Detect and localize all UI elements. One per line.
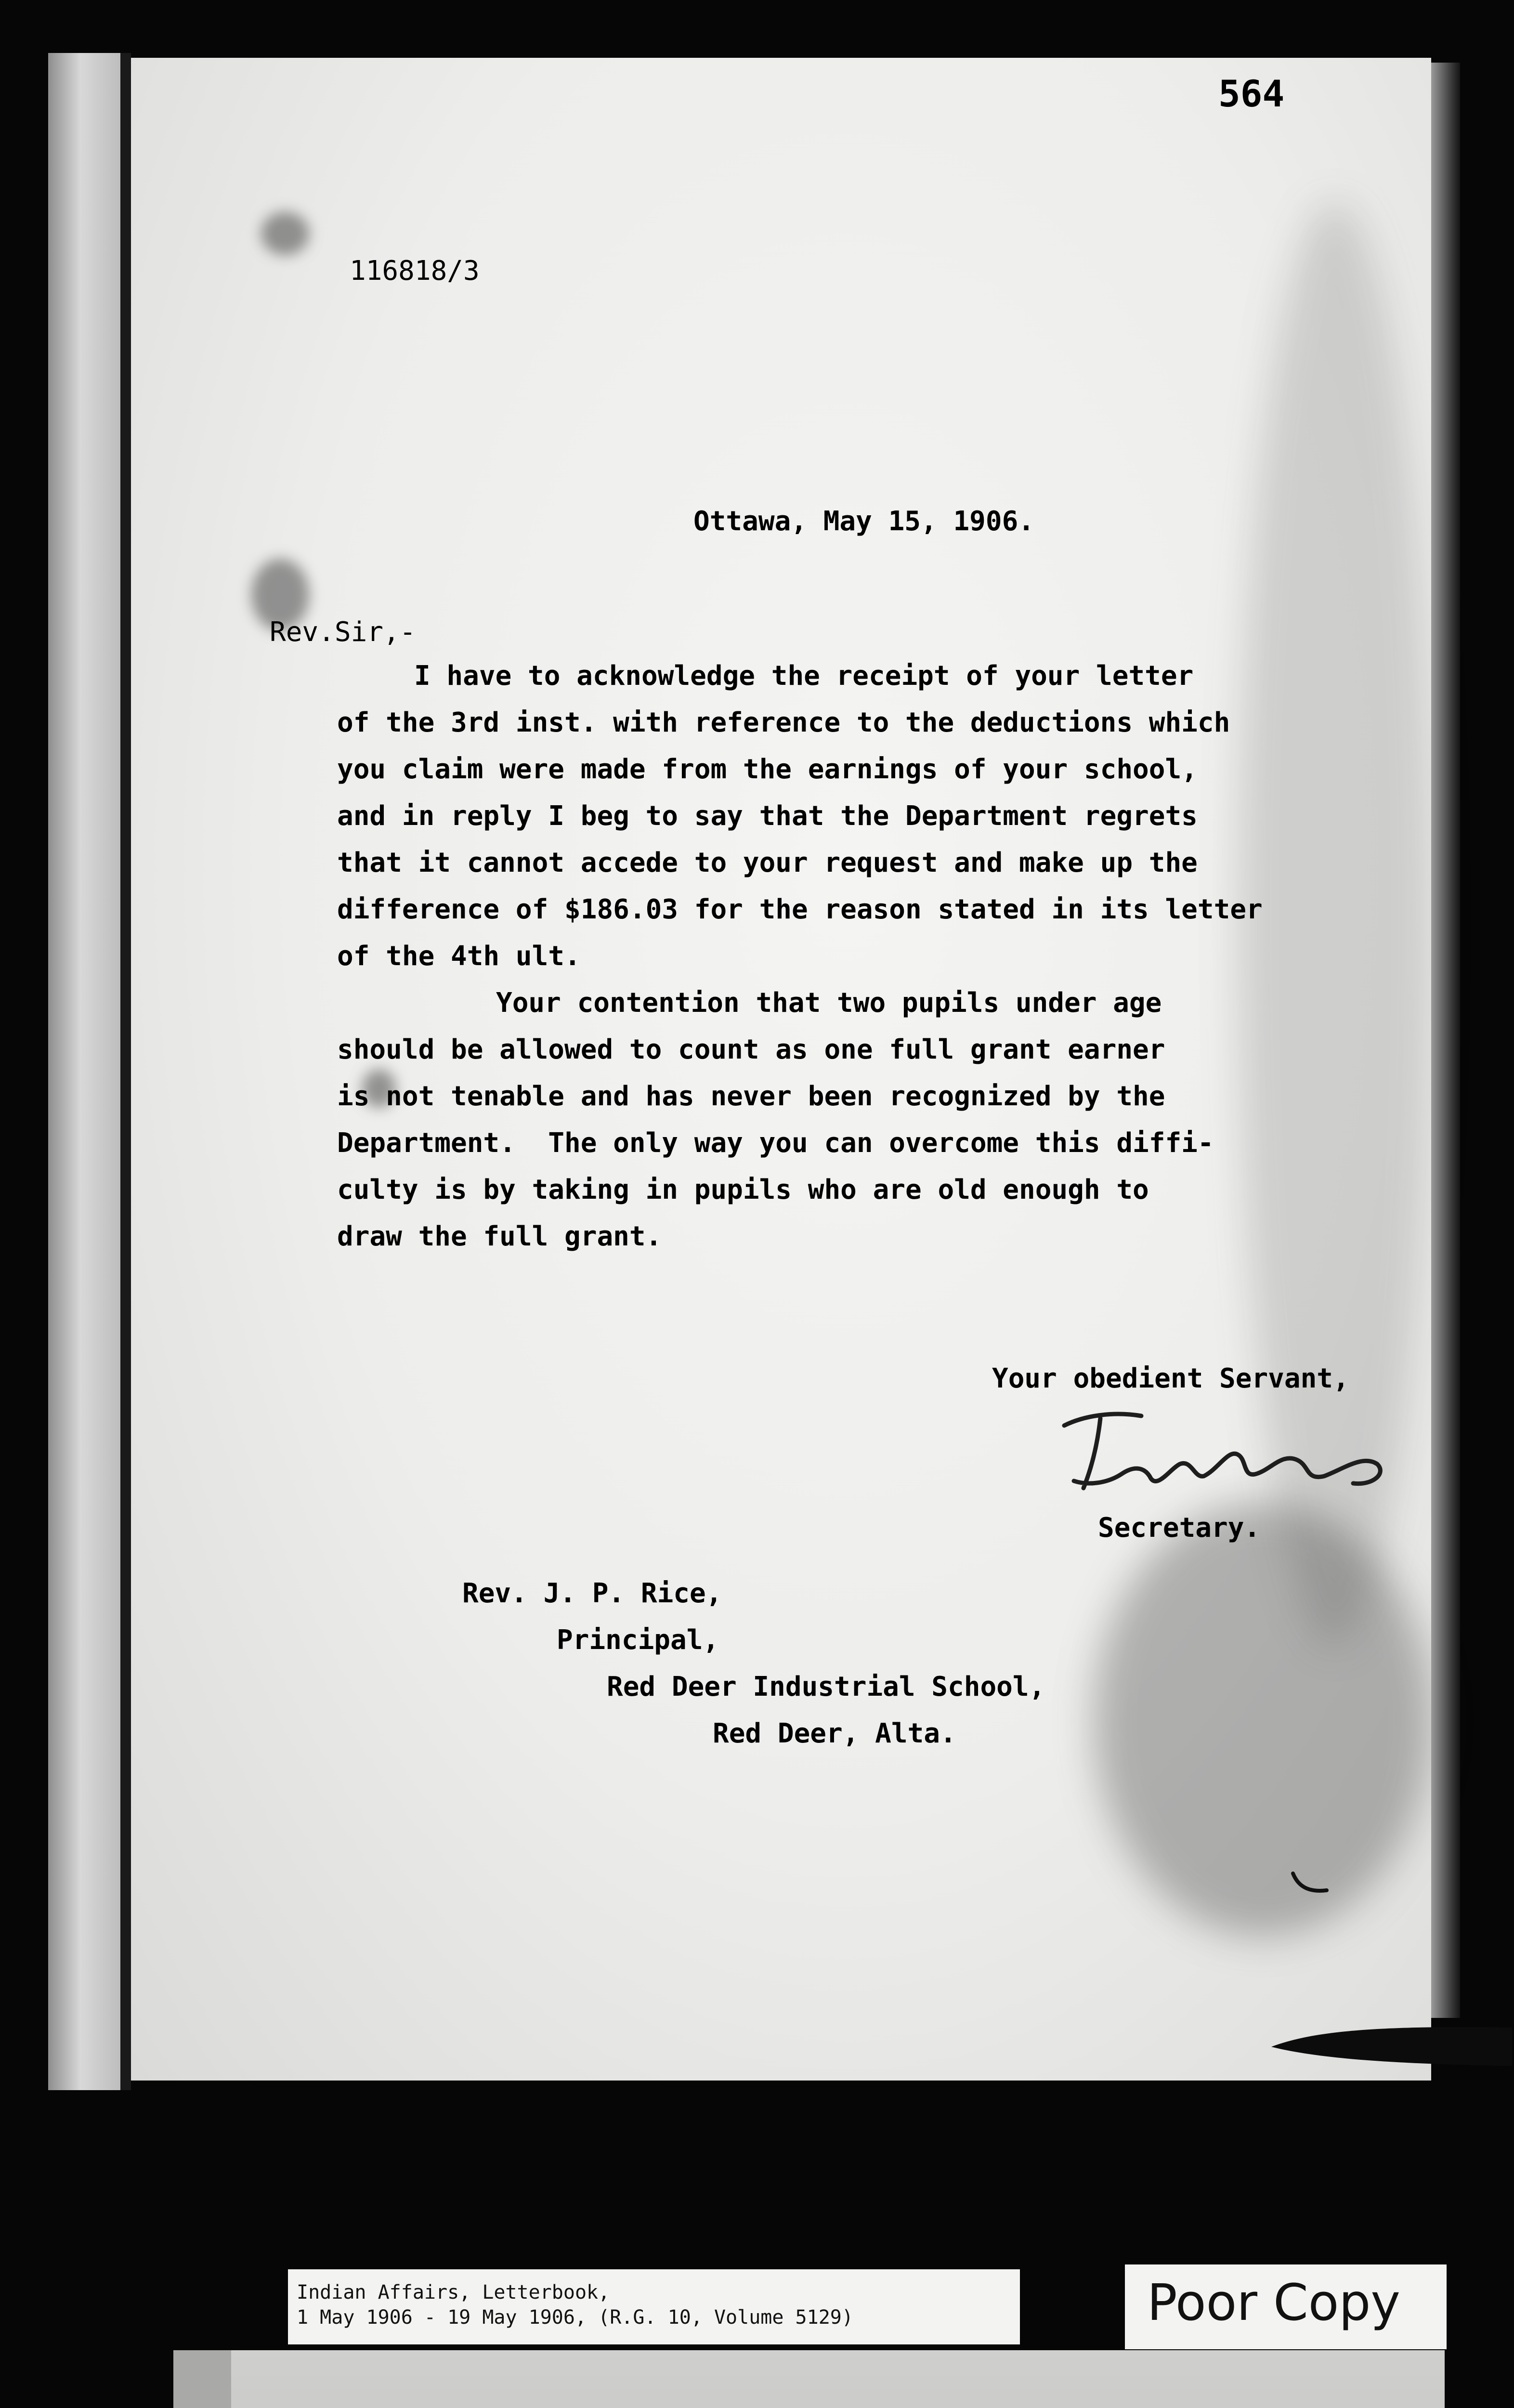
page-smudge <box>1094 1503 1431 1936</box>
body-line: draw the full grant. <box>337 1221 662 1252</box>
addressee-line: Principal, <box>557 1624 719 1656</box>
body-line: difference of $186.03 for the reason stated in its letter <box>337 894 1263 925</box>
addressee-line: Rev. J. P. Rice, <box>462 1578 722 1609</box>
page-number: 564 <box>1218 72 1285 115</box>
archive-reference-label <box>288 2269 1020 2344</box>
body-line: Your contention that two pupils under age <box>496 987 1162 1019</box>
date-line: Ottawa, May 15, 1906. <box>693 506 1035 537</box>
banner-edge <box>173 2350 231 2408</box>
body-line: should be allowed to count as one full grant earner <box>337 1034 1165 1065</box>
body-line: of the 3rd inst. with reference to the deductions which <box>337 707 1230 738</box>
page-right-edge <box>1431 63 1460 2018</box>
quality-note-label: Poor Copy <box>1125 2264 1447 2349</box>
archive-label-line: Indian Affairs, Letterbook, <box>297 2281 610 2303</box>
reference-number: 116818/3 <box>350 255 480 287</box>
letter-body <box>337 653 1397 1260</box>
body-line: that it cannot accede to your request and make up the <box>337 847 1198 878</box>
body-line: culty is by taking in pupils who are old enough to <box>337 1174 1149 1205</box>
pencil-mark <box>1291 1869 1329 1898</box>
salutation: Rev.Sir,- <box>270 616 416 648</box>
signoff-title: Secretary. <box>1098 1512 1261 1544</box>
addressee-line: Red Deer Industrial School, <box>607 1671 1045 1702</box>
body-line: Department. The only way you can overcome this diffi- <box>337 1127 1214 1159</box>
addressee-block <box>462 1570 1045 1757</box>
book-left-edge <box>48 53 120 2090</box>
signature <box>1055 1397 1392 1512</box>
body-line: is not tenable and has never been recognized by the <box>337 1081 1165 1112</box>
body-line: you claim were made from the earnings of your school, <box>337 754 1198 785</box>
body-line: and in reply I beg to say that the Department regrets <box>337 800 1198 832</box>
stain-mark <box>261 212 309 255</box>
body-line: of the 4th ult. <box>337 941 581 972</box>
addressee-line: Red Deer, Alta. <box>713 1718 956 1749</box>
archives-banner <box>173 2350 1445 2408</box>
book-binding-shadow <box>120 53 131 2090</box>
closing-line: Your obedient Servant, <box>992 1363 1349 1394</box>
pencil-tip-shadow <box>1271 2023 1512 2066</box>
body-line: I have to acknowledge the receipt of your letter <box>414 660 1194 692</box>
archive-label-line: 1 May 1906 - 19 May 1906, (R.G. 10, Volume 5129) <box>297 2306 853 2329</box>
